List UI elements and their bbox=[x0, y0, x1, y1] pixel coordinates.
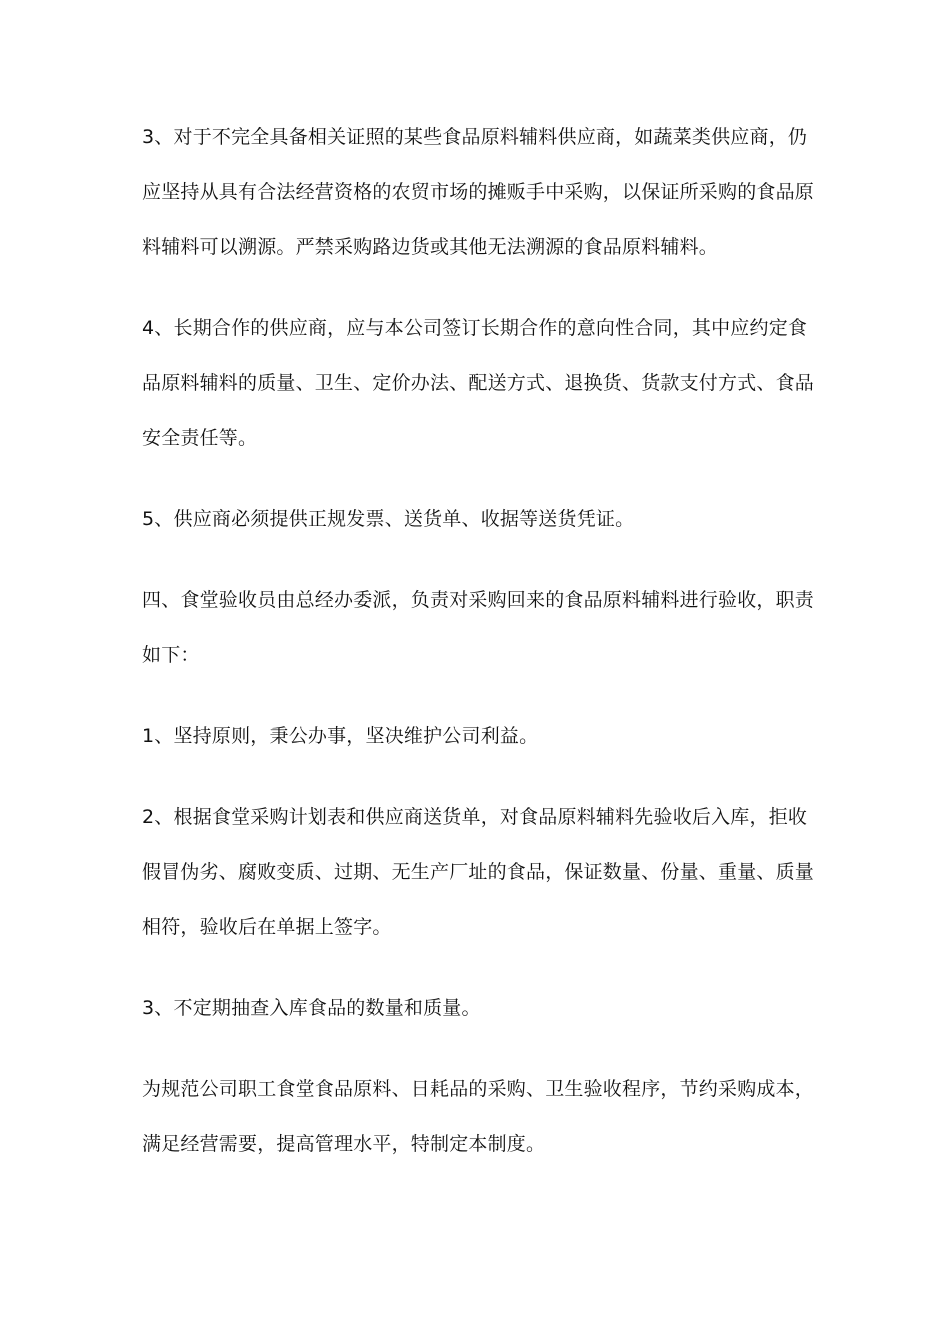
paragraph-purpose-statement: 为规范公司职工食堂食品原料、日耗品的采购、卫生验收程序，节约采购成本，满足经营需要，提高管理水平，特制定本制度。 bbox=[142, 1078, 815, 1155]
paragraph-inspection-process: 2、根据食堂采购计划表和供应商送货单，对食品原料辅料先验收后入库，拒收假冒伪劣、腐败变质、过期、无生产厂址的食品，保证数量、份量、重量、质量相符，验收后在单据上签字。 bbox=[142, 806, 815, 938]
paragraph-inspector-duties-heading: 四、食堂验收员由总经办委派，负责对采购回来的食品原料辅料进行验收，职责如下： bbox=[142, 589, 815, 666]
paragraph-long-term-contract: 4、长期合作的供应商，应与本公司签订长期合作的意向性合同，其中应约定食品原料辅料的质量、卫生、定价办法、配送方式、退换货、货款支付方式、食品安全责任等。 bbox=[142, 317, 815, 449]
paragraph-principles: 1、坚持原则，秉公办事，坚决维护公司利益。 bbox=[142, 725, 539, 747]
paragraph-delivery-documents: 5、供应商必须提供正规发票、送货单、收据等送货凭证。 bbox=[142, 508, 635, 530]
paragraph-random-checks: 3、不定期抽查入库食品的数量和质量。 bbox=[142, 997, 481, 1019]
document-body bbox=[142, 110, 814, 1198]
paragraph-supplier-traceability: 3、对于不完全具备相关证照的某些食品原料辅料供应商，如蔬菜类供应商，仍应坚持从具有合法经营资格的农贸市场的摊贩手中采购，以保证所采购的食品原料辅料可以溯源。严禁采购路边货或其他无法溯源的食品原料辅料。 bbox=[142, 126, 815, 258]
